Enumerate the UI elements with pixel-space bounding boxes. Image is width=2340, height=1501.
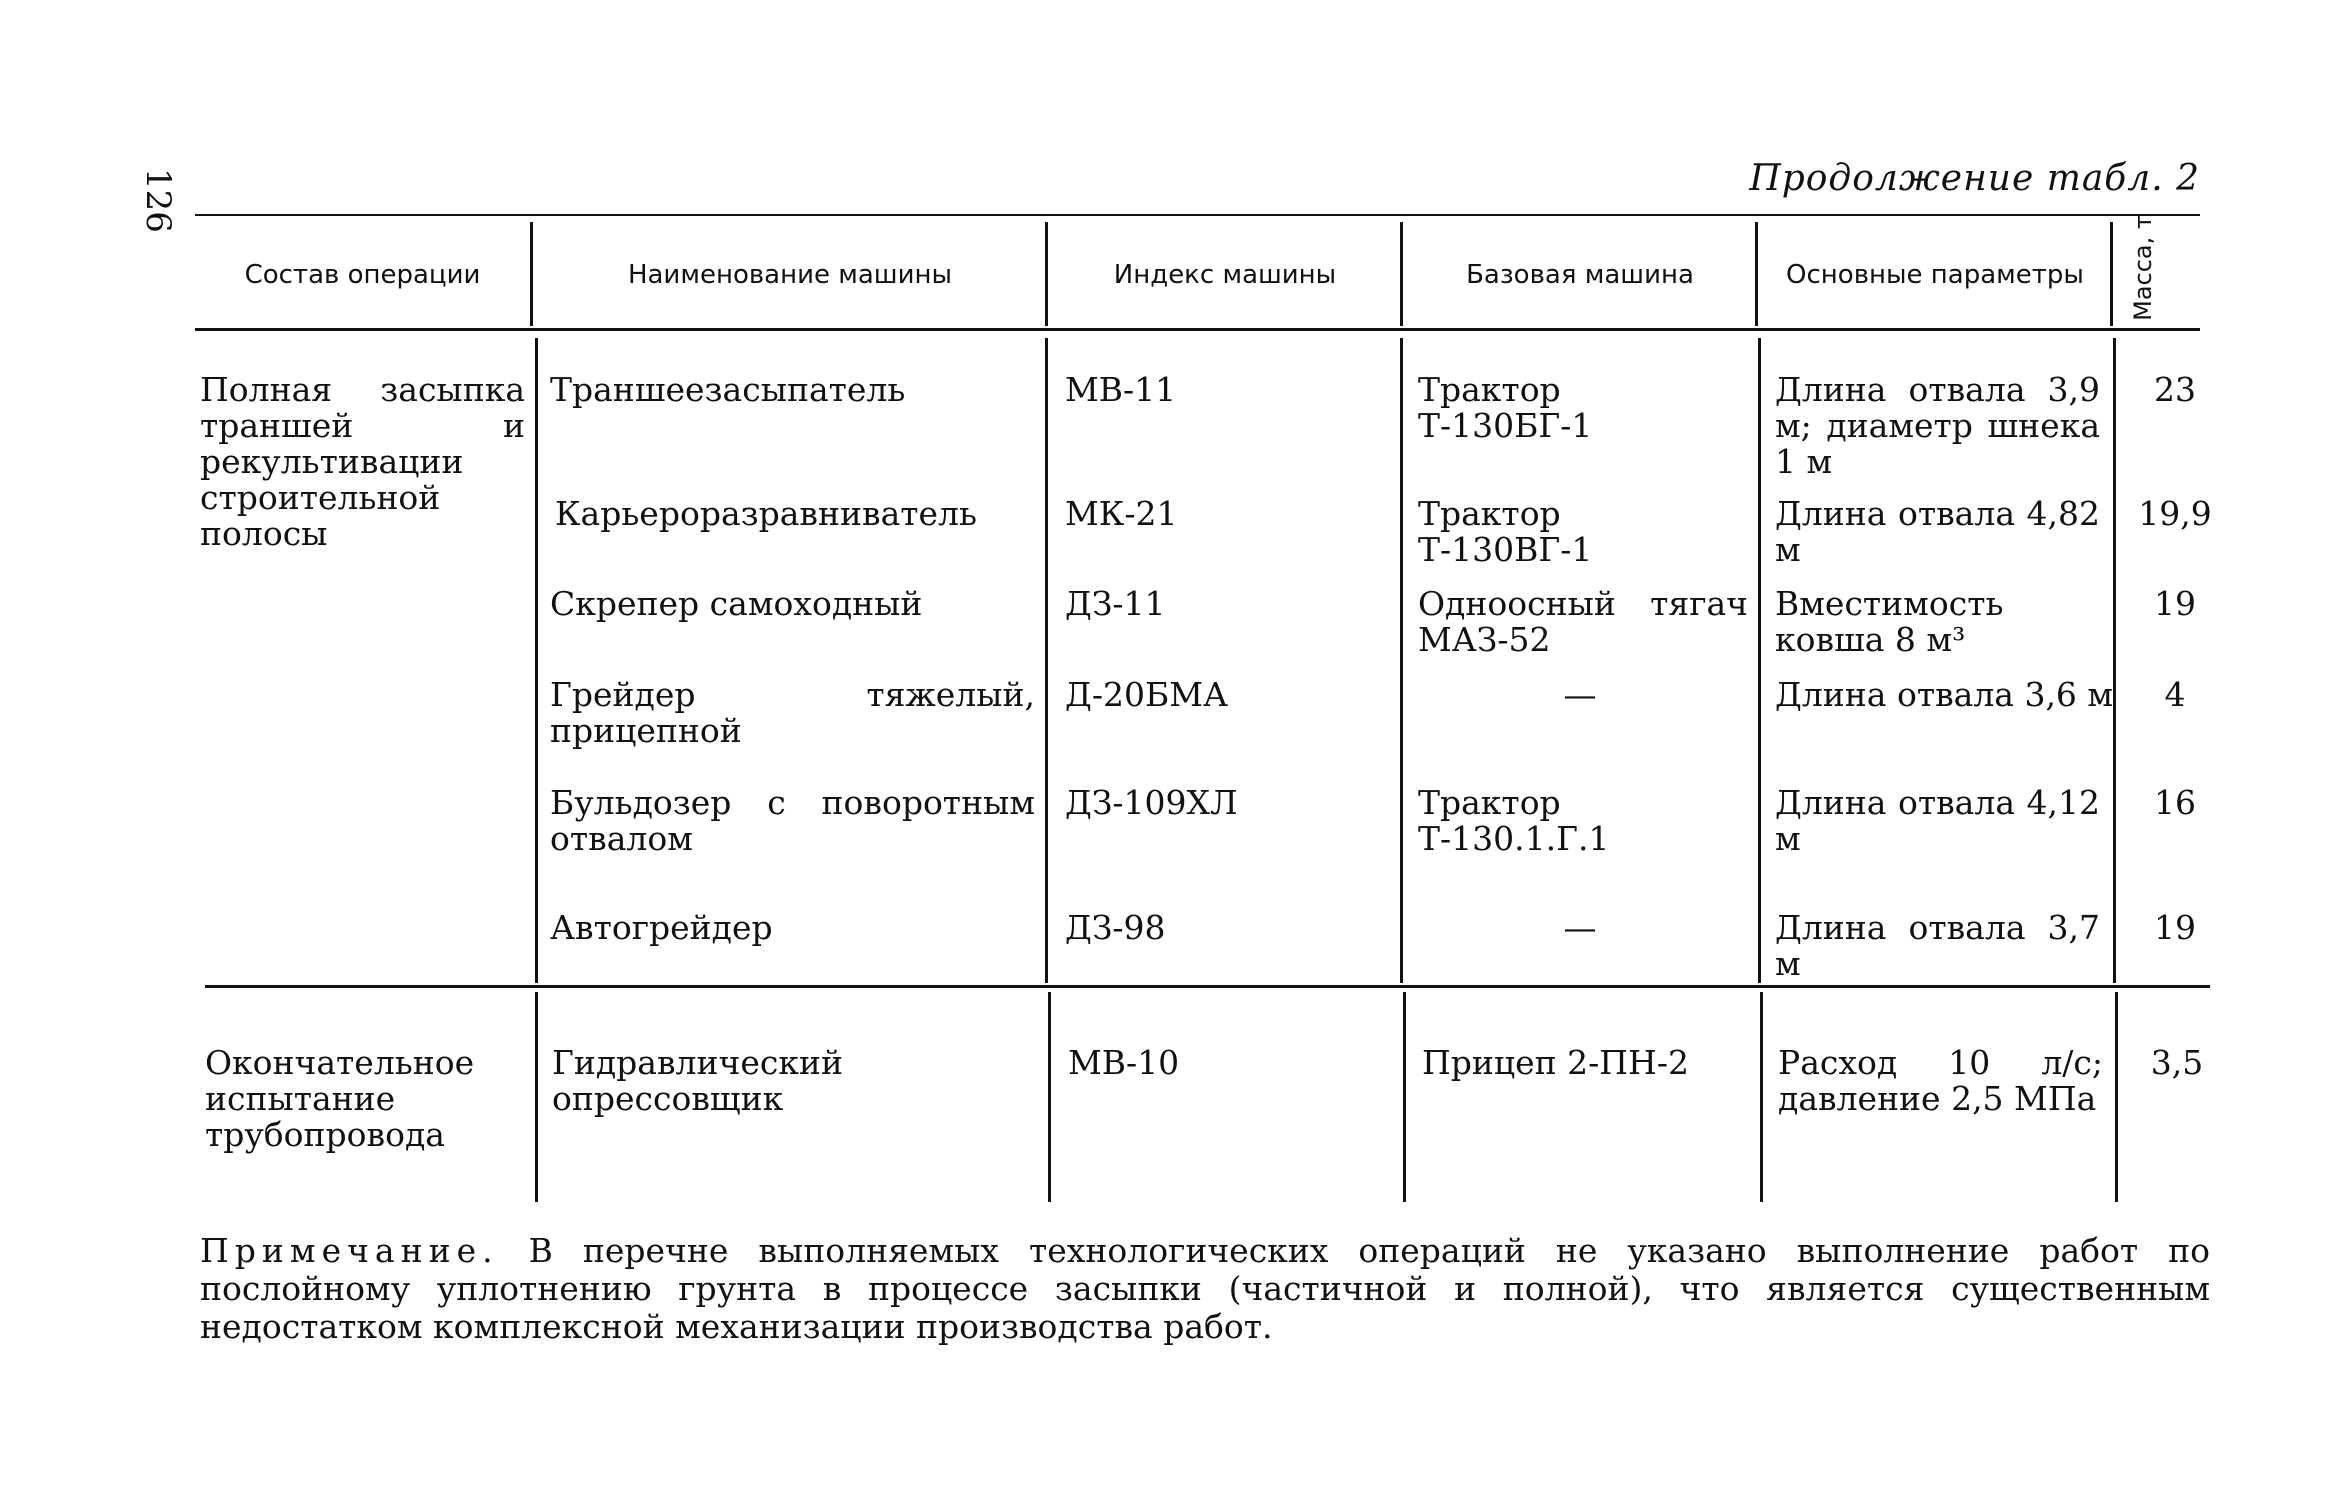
group-separator-rule — [205, 985, 2210, 988]
row6-mass: 19 — [2154, 908, 2196, 947]
page-number: 126 — [138, 168, 178, 233]
body2-divider-1 — [535, 992, 538, 1202]
body-divider-1 — [535, 338, 538, 983]
row7-mass: 3,5 — [2150, 1043, 2204, 1082]
note-label: Примечание. — [200, 1231, 499, 1270]
group2-operation: Окончательное испытание трубопровода — [205, 1043, 475, 1154]
body-divider-3 — [1400, 338, 1403, 983]
row2-index: МК-21 — [1065, 494, 1178, 533]
body2-divider-3 — [1403, 992, 1406, 1202]
row6-index: ДЗ-98 — [1065, 908, 1166, 947]
header-top-rule — [195, 214, 2200, 216]
body2-divider-2 — [1048, 992, 1051, 1202]
body2-divider-5 — [2115, 992, 2118, 1202]
header-machine-name: Наименование машины — [627, 260, 953, 290]
header-operation: Состав операции — [244, 260, 481, 290]
row6-name: Автогрейдер — [550, 908, 773, 947]
row1-index: МВ-11 — [1065, 370, 1177, 409]
row1-mass: 23 — [2154, 370, 2196, 409]
row4-name: Грейдер тяжелый, прицепной — [550, 675, 1035, 750]
row3-mass: 19 — [2154, 584, 2196, 623]
row2-params: Длина отвала 4,82 м — [1775, 494, 2100, 569]
row4-mass: 4 — [2164, 675, 2186, 714]
header-parameters: Основные параметры — [1786, 260, 2084, 290]
table-caption: Продолжение табл. 2 — [1749, 158, 2200, 199]
row5-base: Трактор Т-130.1.Г.1 — [1418, 783, 1610, 858]
row7-params: Расход 10 л/с; давление 2,5 МПа — [1778, 1043, 2103, 1118]
body-divider-2 — [1045, 338, 1048, 983]
row1-name: Траншеезасыпатель — [550, 370, 906, 409]
row7-name: Гидравлический опрессовщик — [552, 1043, 843, 1118]
body-divider-4 — [1758, 338, 1761, 983]
header-divider-3 — [1400, 222, 1403, 326]
row2-name: Карьероразравниватель — [555, 494, 977, 533]
body-divider-5 — [2113, 338, 2116, 983]
group1-operation: Полная засыпка траншей и рекультивации строительной полосы — [200, 370, 525, 553]
header-divider-1 — [530, 222, 533, 326]
row4-index: Д-20БМА — [1065, 675, 1229, 714]
row5-name: Бульдозер с поворотным отвалом — [550, 783, 1035, 858]
body2-divider-4 — [1760, 992, 1763, 1202]
header-base-machine: Базовая машина — [1466, 260, 1694, 290]
row7-index: МВ-10 — [1068, 1043, 1180, 1082]
row5-index: ДЗ-109ХЛ — [1065, 783, 1238, 822]
row6-base: — — [1563, 908, 1597, 947]
row3-index: ДЗ-11 — [1065, 584, 1166, 623]
note-text: В перечне выполняемых технологических операций не указано выполнение работ по послойному уплотнению грунта в процессе засыпки (частичной и полной), что является существенным недостатком комплексной механизации производства работ. — [200, 1231, 2210, 1346]
row2-base: Трактор Т-130ВГ-1 — [1418, 494, 1593, 569]
header-divider-5 — [2110, 222, 2113, 326]
row1-base: Трактор Т-130БГ-1 — [1418, 370, 1593, 445]
header-divider-4 — [1755, 222, 1758, 326]
row6-params: Длина отвала 3,7 м — [1775, 908, 2100, 983]
row3-params: Вместимость ковша 8 м³ — [1775, 584, 2004, 659]
row4-params: Длина отвала 3,6 м — [1775, 675, 2114, 714]
row5-params: Длина отвала 4,12 м — [1775, 783, 2100, 858]
row5-mass: 16 — [2154, 783, 2196, 822]
row4-base: — — [1563, 675, 1597, 714]
row1-params: Длина отвала 3,9 м; диаметр шнека 1 м — [1775, 370, 2100, 481]
header-mass — [2115, 215, 2171, 321]
header-divider-2 — [1045, 222, 1048, 326]
header-bottom-rule — [195, 328, 2200, 331]
table-note — [200, 1232, 2210, 1346]
header-machine-index: Индекс машины — [1113, 260, 1337, 290]
row3-name: Скрепер самоходный — [550, 584, 923, 623]
row2-mass: 19,9 — [2138, 494, 2212, 533]
row7-base: Прицеп 2-ПН-2 — [1422, 1043, 1689, 1082]
row3-base: Одноосный тягач МАЗ-52 — [1418, 584, 1748, 659]
header-mass-label: Масса, т — [2129, 215, 2157, 321]
